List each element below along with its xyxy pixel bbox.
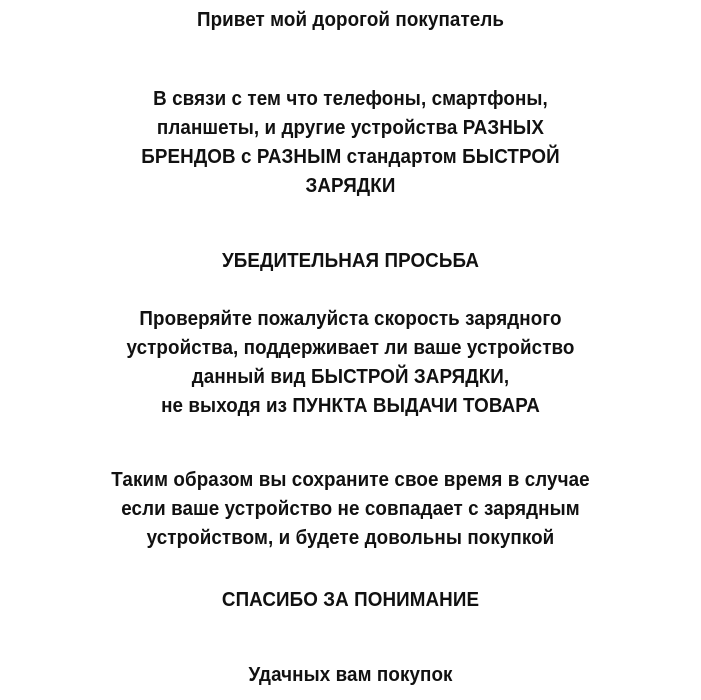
request-heading-line: УБЕДИТЕЛЬНАЯ ПРОСЬБА [221, 250, 480, 272]
greeting-text [21, 6, 680, 35]
closing-wish [21, 661, 680, 690]
check-paragraph [21, 305, 680, 421]
check-line: данный вид БЫСТРОЙ ЗАРЯДКИ, [191, 366, 510, 388]
thanks-heading [21, 586, 680, 615]
request-heading [21, 247, 680, 276]
thanks-line: СПАСИБО ЗА ПОНИМАНИЕ [221, 589, 480, 611]
check-line: не выходя из ПУНКТА ВЫДАЧИ ТОВАРА [161, 395, 540, 417]
wish-line: Удачных вам покупок [248, 664, 453, 686]
intro-paragraph [21, 85, 680, 201]
benefit-paragraph [21, 466, 680, 553]
benefit-line: если ваше устройство не совпадает с зарядным [121, 498, 580, 520]
check-line: Проверяйте пожалуйста скорость зарядного [139, 308, 562, 330]
intro-line: В связи с тем что телефоны, смартфоны, [153, 88, 548, 110]
intro-line: БРЕНДОВ с РАЗНЫМ стандартом БЫСТРОЙ [141, 146, 560, 168]
intro-line: ЗАРЯДКИ [305, 175, 396, 197]
greeting-line: Привет мой дорогой покупатель [196, 9, 505, 31]
benefit-line: устройством, и будете довольны покупкой [146, 527, 555, 549]
check-line: устройства, поддерживает ли ваше устройство [126, 337, 575, 359]
benefit-line: Таким образом вы сохраните свое время в случае [111, 469, 590, 491]
intro-line: планшеты, и другие устройства РАЗНЫХ [156, 117, 545, 139]
